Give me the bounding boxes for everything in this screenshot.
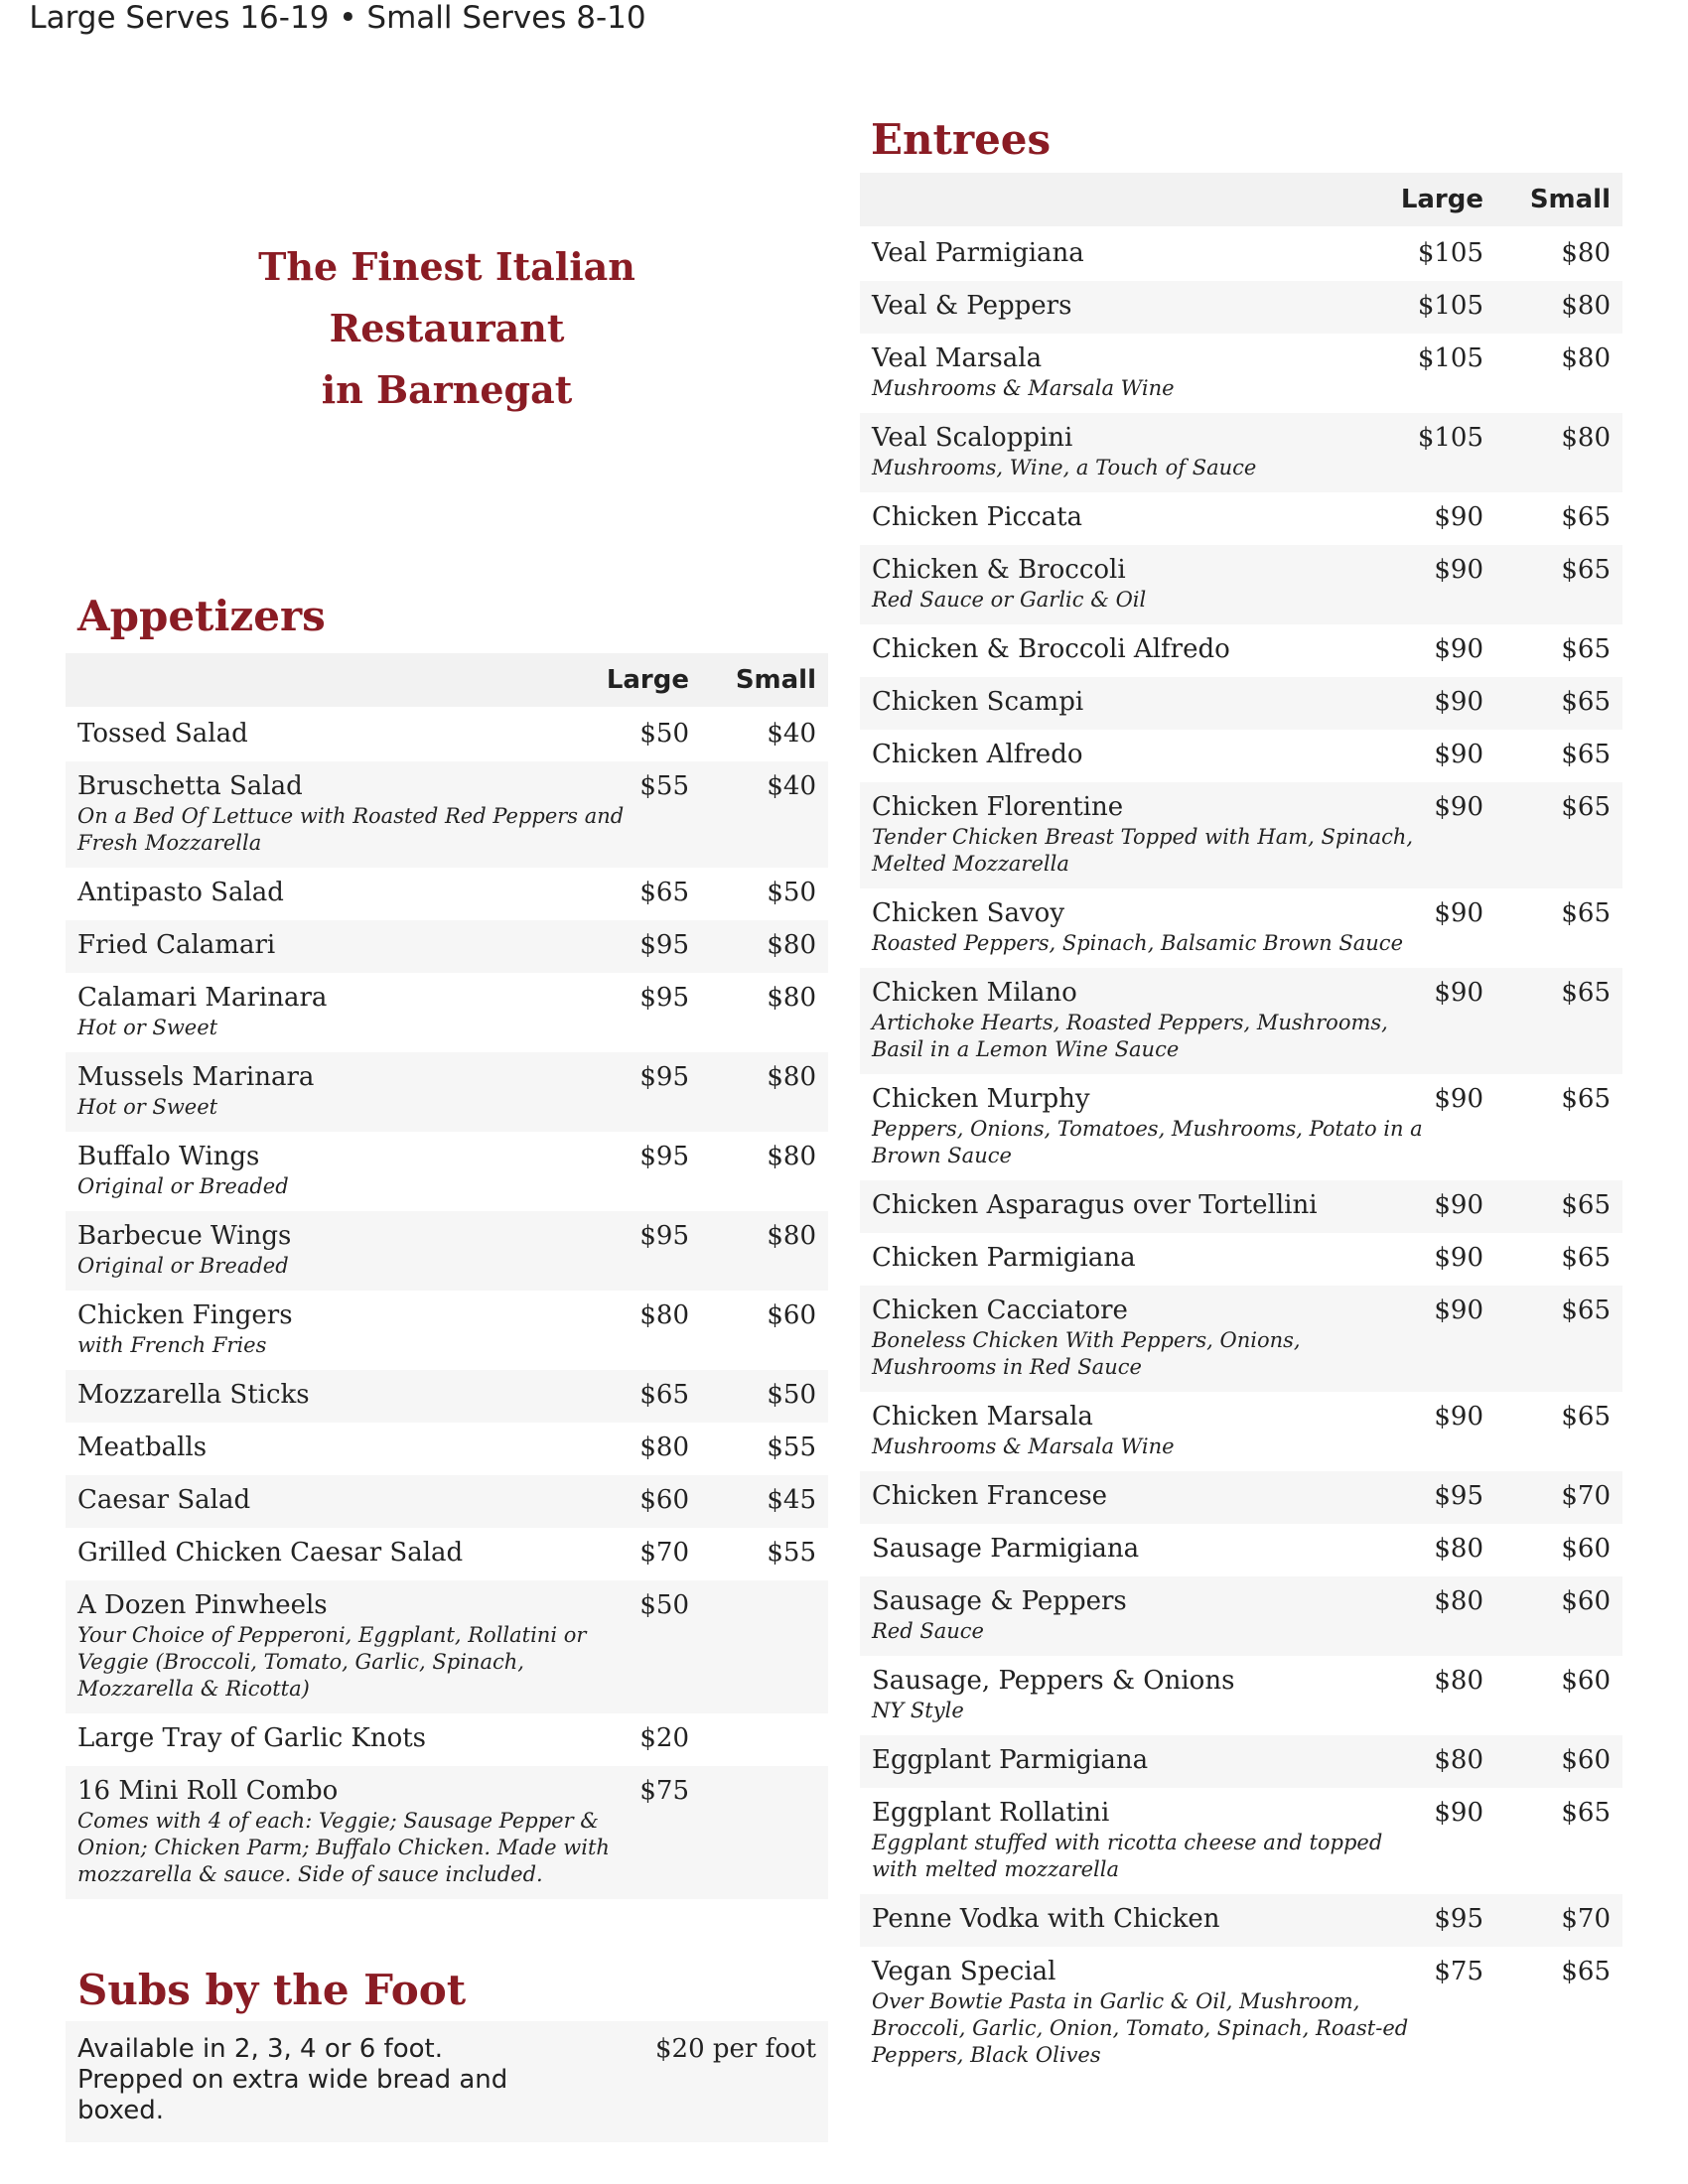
menu-item-name: Bruschetta Salad <box>77 771 303 801</box>
menu-item-description: Original or Breaded <box>77 1174 289 1198</box>
small-price: $65 <box>1561 634 1611 664</box>
small-price: $65 <box>1561 1957 1611 1986</box>
small-price: $60 <box>1561 1586 1611 1616</box>
small-price: $65 <box>1561 792 1611 822</box>
menu-item-name: Chicken Piccata <box>872 502 1083 532</box>
large-price: $105 <box>1417 343 1483 373</box>
menu-item-name: Eggplant Parmigiana <box>872 1745 1149 1775</box>
small-price: $65 <box>1561 1296 1611 1325</box>
menu-item-row <box>860 1471 1622 1524</box>
entrees-menu <box>860 173 1622 2080</box>
menu-item-name: Tossed Salad <box>77 719 248 749</box>
large-price: $70 <box>639 1538 689 1568</box>
menu-item-name: Vegan Special <box>872 1957 1056 1986</box>
entrees-list <box>860 228 1622 2080</box>
menu-item-name: Chicken Florentine <box>872 792 1124 822</box>
menu-item-name: Veal Scaloppini <box>872 423 1073 453</box>
large-price: $90 <box>1434 1084 1483 1114</box>
large-price: $90 <box>1434 634 1483 664</box>
large-price: $95 <box>639 1221 689 1251</box>
large-price: $20 <box>639 1723 689 1753</box>
menu-item-row <box>66 1052 828 1132</box>
menu-item-name: Barbecue Wings <box>77 1221 292 1251</box>
large-column-label: Large <box>606 665 689 695</box>
menu-item-name: Large Tray of Garlic Knots <box>77 1723 427 1753</box>
menu-item-description: Eggplant stuffed with ricotta cheese and topped with melted mozzarella <box>872 1831 1383 1881</box>
menu-item-row <box>860 1233 1622 1286</box>
small-price: $55 <box>767 1538 816 1568</box>
large-price: $60 <box>639 1485 689 1515</box>
menu-item-name: Mozzarella Sticks <box>77 1380 310 1410</box>
menu-item-row <box>66 1713 828 1766</box>
menu-item-name: Chicken Milano <box>872 978 1077 1008</box>
small-price: $60 <box>1561 1666 1611 1696</box>
small-price: $65 <box>1561 978 1611 1008</box>
large-price: $50 <box>639 719 689 749</box>
small-price: $80 <box>1561 423 1611 453</box>
large-price: $95 <box>1434 1904 1483 1934</box>
large-price: $95 <box>639 983 689 1013</box>
large-price: $95 <box>639 1142 689 1171</box>
menu-item-row <box>860 1286 1622 1392</box>
menu-item-description: Boneless Chicken With Peppers, Onions, Mushrooms in Red Sauce <box>872 1328 1301 1379</box>
menu-item-description: Over Bowtie Pasta in Garlic & Oil, Mushroom, Broccoli, Garlic, Onion, Tomato, Spinach, Roast-ed Peppers, Black Olives <box>872 1989 1409 2067</box>
menu-item-row <box>860 1947 1622 2080</box>
large-price: $90 <box>1434 1190 1483 1220</box>
large-price: $90 <box>1434 502 1483 532</box>
large-price: $90 <box>1434 978 1483 1008</box>
small-price: $65 <box>1561 687 1611 717</box>
small-price: $80 <box>767 1062 816 1092</box>
menu-item-name: Sausage & Peppers <box>872 1586 1127 1616</box>
menu-item-name: Eggplant Rollatini <box>872 1798 1110 1828</box>
menu-item-name: Grilled Chicken Caesar Salad <box>77 1538 464 1568</box>
menu-item-row <box>66 973 828 1052</box>
menu-item-description: Tender Chicken Breast Topped with Ham, Spinach, Melted Mozzarella <box>872 825 1414 876</box>
small-price: $80 <box>767 1221 816 1251</box>
menu-item-description: Peppers, Onions, Tomatoes, Mushrooms, Potato in a Brown Sauce <box>872 1117 1423 1167</box>
menu-item-row <box>66 1370 828 1423</box>
menu-item-row <box>66 1580 828 1713</box>
large-price: $65 <box>639 878 689 907</box>
large-price: $55 <box>639 771 689 801</box>
menu-item-row <box>860 281 1622 334</box>
small-price: $80 <box>1561 343 1611 373</box>
large-price: $90 <box>1434 555 1483 585</box>
small-price: $65 <box>1561 1084 1611 1114</box>
menu-item-row <box>860 228 1622 281</box>
menu-item-name: Buffalo Wings <box>77 1142 260 1171</box>
menu-item-row <box>66 1132 828 1211</box>
large-price: $90 <box>1434 792 1483 822</box>
small-price: $65 <box>1561 555 1611 585</box>
menu-item-name: Calamari Marinara <box>77 983 328 1013</box>
small-price: $40 <box>767 771 816 801</box>
large-price: $50 <box>639 1590 689 1620</box>
menu-item-description: On a Bed Of Lettuce with Roasted Red Peppers and Fresh Mozzarella <box>77 804 625 855</box>
menu-item-row <box>860 888 1622 968</box>
small-price: $50 <box>767 878 816 907</box>
small-price: $65 <box>1561 502 1611 532</box>
menu-item-row <box>66 1766 828 1899</box>
menu-item-row <box>860 1894 1622 1947</box>
menu-item-name: Caesar Salad <box>77 1485 251 1515</box>
small-price: $80 <box>767 1142 816 1171</box>
menu-item-row <box>860 1524 1622 1576</box>
tagline-line-2: in Barnegat <box>321 367 573 412</box>
menu-item-description: Hot or Sweet <box>77 1095 218 1119</box>
small-price: $65 <box>1561 1402 1611 1432</box>
menu-item-name: Chicken Alfredo <box>872 740 1083 769</box>
large-price: $80 <box>639 1300 689 1330</box>
small-price: $55 <box>767 1433 816 1462</box>
small-price: $40 <box>767 719 816 749</box>
appetizers-heading: Appetizers <box>77 592 326 640</box>
menu-item-row <box>66 709 828 761</box>
small-price: $65 <box>1561 898 1611 928</box>
menu-item-row <box>860 492 1622 545</box>
menu-item-name: Chicken Parmigiana <box>872 1243 1136 1273</box>
menu-item-name: Antipasto Salad <box>77 878 284 907</box>
appetizers-menu <box>66 653 828 1899</box>
menu-item-description: Artichoke Hearts, Roasted Peppers, Mushrooms, Basil in a Lemon Wine Sauce <box>872 1011 1388 1061</box>
small-price: $65 <box>1561 740 1611 769</box>
menu-item-description: Roasted Peppers, Spinach, Balsamic Brown Sauce <box>872 931 1403 955</box>
menu-item-row <box>860 545 1622 624</box>
menu-item-name: Chicken Cacciatore <box>872 1296 1128 1325</box>
large-price: $105 <box>1417 423 1483 453</box>
menu-item-description: Original or Breaded <box>77 1254 289 1278</box>
large-price: $95 <box>1434 1481 1483 1511</box>
tagline-line-1: The Finest Italian Restaurant <box>258 244 635 350</box>
menu-item-name: Chicken Marsala <box>872 1402 1093 1432</box>
menu-item-name: A Dozen Pinwheels <box>77 1590 328 1620</box>
menu-item-name: Chicken & Broccoli <box>872 555 1126 585</box>
menu-item-name: 16 Mini Roll Combo <box>77 1776 339 1806</box>
menu-item-row <box>860 624 1622 677</box>
large-column-label: Large <box>1400 185 1483 214</box>
menu-item-description: Mushrooms & Marsala Wine <box>872 1434 1175 1458</box>
menu-item-description: Red Sauce <box>872 1619 984 1643</box>
menu-item-description: NY Style <box>872 1699 964 1722</box>
menu-item-name: Mussels Marinara <box>77 1062 315 1092</box>
large-price: $90 <box>1434 740 1483 769</box>
menu-item-row <box>66 1475 828 1528</box>
large-price: $75 <box>1434 1957 1483 1986</box>
large-price: $95 <box>639 930 689 960</box>
entrees-column-header <box>860 173 1622 226</box>
menu-item-row <box>860 677 1622 730</box>
menu-item-row <box>860 1074 1622 1180</box>
menu-item-row <box>860 1735 1622 1788</box>
small-price: $65 <box>1561 1243 1611 1273</box>
small-price: $65 <box>1561 1798 1611 1828</box>
subs-row <box>66 2021 828 2142</box>
large-price: $80 <box>639 1433 689 1462</box>
menu-item-row <box>66 920 828 973</box>
menu-item-row <box>66 868 828 920</box>
small-price: $60 <box>1561 1534 1611 1564</box>
menu-item-row <box>66 1291 828 1370</box>
menu-item-row <box>66 1211 828 1291</box>
menu-item-row <box>860 334 1622 413</box>
subs-price: $20 per foot <box>655 2034 816 2064</box>
small-price: $70 <box>1561 1904 1611 1934</box>
menu-item-name: Chicken Scampi <box>872 687 1084 717</box>
menu-item-name: Sausage Parmigiana <box>872 1534 1140 1564</box>
menu-item-description: Comes with 4 of each: Veggie; Sausage Pepper & Onion; Chicken Parm; Buffalo Chicken. Made with mozzarella & sauce. Side of sauce included. <box>77 1809 610 1886</box>
restaurant-tagline <box>149 236 745 421</box>
menu-item-name: Chicken Fingers <box>77 1300 293 1330</box>
large-price: $90 <box>1434 687 1483 717</box>
menu-item-description: Your Choice of Pepperoni, Eggplant, Rollatini or Veggie (Broccoli, Tomato, Garlic, Spinach, Mozzarella & Ricotta) <box>77 1623 587 1701</box>
menu-item-name: Chicken Savoy <box>872 898 1065 928</box>
menu-item-description: Mushrooms & Marsala Wine <box>872 376 1175 400</box>
subs-description: Available in 2, 3, 4 or 6 foot. Prepped on extra wide bread and boxed. <box>77 2034 508 2125</box>
menu-item-description: Mushrooms, Wine, a Touch of Sauce <box>872 456 1257 479</box>
menu-item-row <box>860 968 1622 1074</box>
menu-item-name: Chicken & Broccoli Alfredo <box>872 634 1230 664</box>
appetizers-list <box>66 709 828 1899</box>
menu-item-row <box>860 730 1622 782</box>
small-price: $65 <box>1561 1190 1611 1220</box>
large-price: $80 <box>1434 1534 1483 1564</box>
small-price: $80 <box>1561 291 1611 321</box>
menu-item-row <box>860 1656 1622 1735</box>
menu-item-name: Chicken Murphy <box>872 1084 1090 1114</box>
small-price: $80 <box>767 930 816 960</box>
serving-sizes-note: Large Serves 16-19 • Small Serves 8-10 <box>29 0 646 36</box>
large-price: $80 <box>1434 1745 1483 1775</box>
subs-heading: Subs by the Foot <box>77 1966 467 2014</box>
large-price: $80 <box>1434 1586 1483 1616</box>
menu-item-row <box>860 1788 1622 1894</box>
small-price: $80 <box>1561 238 1611 268</box>
entrees-heading: Entrees <box>871 115 1052 164</box>
menu-item-row <box>860 782 1622 888</box>
large-price: $75 <box>639 1776 689 1806</box>
menu-item-name: Veal & Peppers <box>872 291 1072 321</box>
subs-menu <box>66 2021 828 2142</box>
menu-item-row <box>860 1392 1622 1471</box>
large-price: $90 <box>1434 1296 1483 1325</box>
small-price: $60 <box>767 1300 816 1330</box>
menu-item-row <box>66 1423 828 1475</box>
menu-item-name: Veal Marsala <box>872 343 1043 373</box>
small-price: $70 <box>1561 1481 1611 1511</box>
large-price: $105 <box>1417 291 1483 321</box>
appetizers-column-header <box>66 653 828 707</box>
small-column-label: Small <box>735 665 816 695</box>
menu-item-name: Penne Vodka with Chicken <box>872 1904 1220 1934</box>
menu-item-description: with French Fries <box>77 1333 267 1357</box>
small-price: $80 <box>767 983 816 1013</box>
menu-item-name: Chicken Francese <box>872 1481 1108 1511</box>
menu-item-row <box>860 413 1622 492</box>
large-price: $105 <box>1417 238 1483 268</box>
menu-item-description: Hot or Sweet <box>77 1016 218 1039</box>
small-column-label: Small <box>1529 185 1611 214</box>
menu-item-name: Chicken Asparagus over Tortellini <box>872 1190 1318 1220</box>
menu-item-name: Sausage, Peppers & Onions <box>872 1666 1235 1696</box>
small-price: $45 <box>767 1485 816 1515</box>
menu-item-name: Fried Calamari <box>77 930 276 960</box>
menu-item-name: Veal Parmigiana <box>872 238 1084 268</box>
large-price: $65 <box>639 1380 689 1410</box>
large-price: $90 <box>1434 1402 1483 1432</box>
large-price: $80 <box>1434 1666 1483 1696</box>
menu-item-row <box>860 1180 1622 1233</box>
menu-item-description: Red Sauce or Garlic & Oil <box>872 588 1147 612</box>
large-price: $95 <box>639 1062 689 1092</box>
menu-item-row <box>860 1576 1622 1656</box>
small-price: $60 <box>1561 1745 1611 1775</box>
large-price: $90 <box>1434 1798 1483 1828</box>
menu-item-name: Meatballs <box>77 1433 208 1462</box>
large-price: $90 <box>1434 898 1483 928</box>
large-price: $90 <box>1434 1243 1483 1273</box>
small-price: $50 <box>767 1380 816 1410</box>
menu-item-row <box>66 761 828 868</box>
menu-item-row <box>66 1528 828 1580</box>
